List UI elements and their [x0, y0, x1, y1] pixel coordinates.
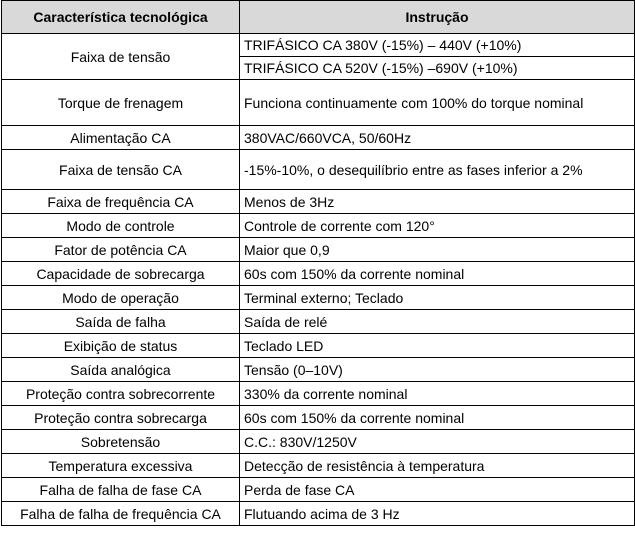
feature-cell: Fator de potência CA	[2, 238, 240, 262]
feature-cell: Modo de operação	[2, 286, 240, 310]
instruction-cell: 330% da corrente nominal	[240, 382, 635, 406]
table-row	[2, 190, 635, 214]
instruction-cell: Funciona continuamente com 100% do torque nominal	[240, 80, 635, 126]
instruction-cell: 60s com 150% da corrente nominal	[240, 406, 635, 430]
feature-cell: Proteção contra sobrecorrente	[2, 382, 240, 406]
instruction-cell: Teclado LED	[240, 334, 635, 358]
table-row	[2, 430, 635, 454]
instruction-cell: Terminal externo; Teclado	[240, 286, 635, 310]
table-row	[2, 406, 635, 430]
table-row	[2, 150, 635, 190]
instruction-cell: Tensão (0–10V)	[240, 358, 635, 382]
header-instruction: Instrução	[240, 1, 635, 34]
instruction-cell: Saída de relé	[240, 310, 635, 334]
feature-cell: Faixa de tensão	[2, 34, 240, 80]
table-row	[2, 126, 635, 150]
feature-cell: Saída analógica	[2, 358, 240, 382]
feature-cell: Falha de falha de fase CA	[2, 478, 240, 502]
table-row	[2, 382, 635, 406]
table-row	[2, 214, 635, 238]
feature-cell: Torque de frenagem	[2, 80, 240, 126]
instruction-cell: Maior que 0,9	[240, 238, 635, 262]
feature-cell: Capacidade de sobrecarga	[2, 262, 240, 286]
feature-cell: Alimentação CA	[2, 126, 240, 150]
feature-cell: Faixa de tensão CA	[2, 150, 240, 190]
instruction-cell: Flutuando acima de 3 Hz	[240, 502, 635, 526]
table-row	[2, 334, 635, 358]
table-row	[2, 478, 635, 502]
table-row	[2, 262, 635, 286]
instruction-cell: -15%-10%, o desequilíbrio entre as fases inferior a 2%	[240, 150, 635, 190]
spec-table	[1, 0, 635, 526]
table-row	[2, 34, 635, 57]
table-row	[2, 238, 635, 262]
instruction-cell: Detecção de resistência à temperatura	[240, 454, 635, 478]
feature-cell: Proteção contra sobrecarga	[2, 406, 240, 430]
table-row	[2, 310, 635, 334]
header-feature: Característica tecnológica	[2, 1, 240, 34]
instruction-cell: Controle de corrente com 120°	[240, 214, 635, 238]
feature-cell: Saída de falha	[2, 310, 240, 334]
instruction-cell: 60s com 150% da corrente nominal	[240, 262, 635, 286]
table-row	[2, 358, 635, 382]
instruction-cell: 380VAC/660VCA, 50/60Hz	[240, 126, 635, 150]
table-row	[2, 454, 635, 478]
instruction-cell: TRIFÁSICO CA 380V (-15%) – 440V (+10%)	[240, 34, 635, 57]
table-row	[2, 80, 635, 126]
feature-cell: Temperatura excessiva	[2, 454, 240, 478]
instruction-cell: C.C.: 830V/1250V	[240, 430, 635, 454]
instruction-cell: TRIFÁSICO CA 520V (-15%) –690V (+10%)	[240, 57, 635, 80]
feature-cell: Faixa de frequência CA	[2, 190, 240, 214]
table-row	[2, 286, 635, 310]
feature-cell: Exibição de status	[2, 334, 240, 358]
feature-cell: Modo de controle	[2, 214, 240, 238]
table-header-row	[2, 1, 635, 34]
feature-cell: Sobretensão	[2, 430, 240, 454]
table-row	[2, 502, 635, 526]
instruction-cell: Perda de fase CA	[240, 478, 635, 502]
feature-cell: Falha de falha de frequência CA	[2, 502, 240, 526]
instruction-cell: Menos de 3Hz	[240, 190, 635, 214]
